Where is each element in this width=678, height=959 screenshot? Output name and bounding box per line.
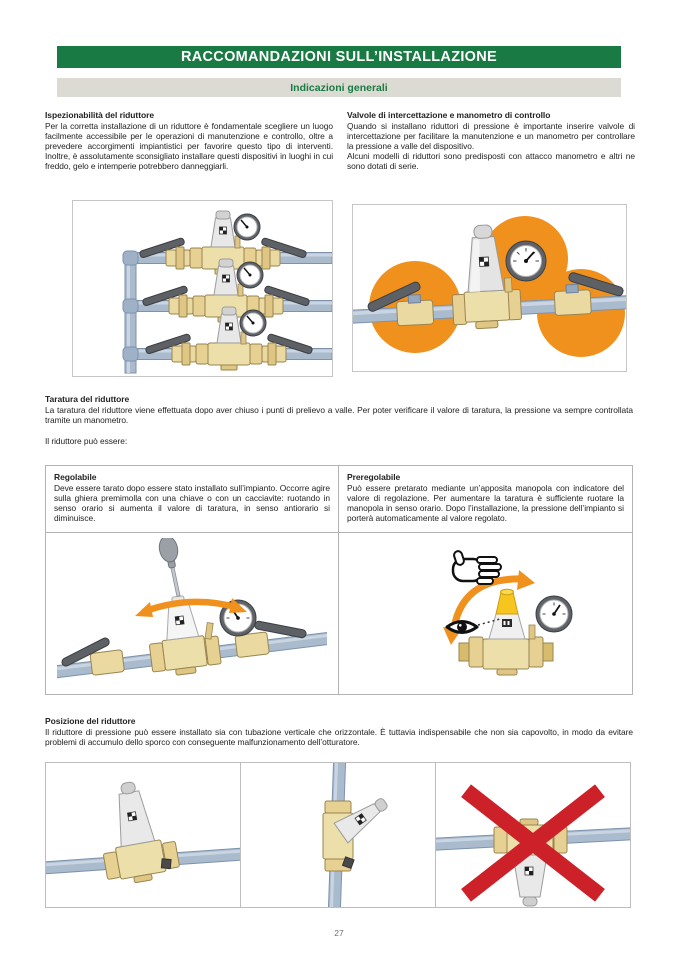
taratura-section [45, 394, 633, 446]
posizione-section [45, 716, 633, 747]
ispezionabilita-heading: Ispezionabilità del riduttore [45, 110, 155, 120]
installation-positions-strip [45, 762, 633, 908]
shutoff-valves-and-gauge-highlighted-illustration [353, 205, 626, 371]
taratura-intro: Il riduttore può essere: [45, 436, 128, 446]
posizione-body: Il riduttore di pressione può essere installato sia con tubazione verticale che orizzontale. È tuttavia indispensabile che non sia capovolto, in modo da evitare problemi di accumulo dello sporco con conseguente malfunzionamento dell’otturatore. [45, 727, 633, 747]
valvole-body1: Quando si installano riduttori di pressione è importante inserire valvole di intercettazione per facilitare la manutenzione e un manometro per controllare la pressione a valle del dispositivo. [347, 121, 635, 151]
three-pressure-reducers-on-manifold-illustration [73, 201, 332, 376]
vertical-installation-panel [240, 762, 436, 908]
brand-checker-logo [127, 812, 136, 821]
brand-checker-logo [479, 257, 488, 266]
taratura-heading: Taratura del riduttore [45, 394, 130, 404]
preregolabile-cell [339, 466, 632, 533]
brand-checker-logo [525, 867, 533, 875]
brand-checker-logo [175, 615, 184, 624]
regolabile-cell [46, 466, 339, 533]
valvole-heading: Valvole di intercettazione e manometro di controllo [347, 110, 551, 120]
upside-down-installation-forbidden-illustration [436, 763, 630, 907]
pressure-reducer [459, 589, 553, 675]
vertical-installation-illustration [241, 763, 435, 907]
posizione-heading: Posizione del riduttore [45, 716, 136, 726]
regolabile-figure-cell [46, 533, 339, 694]
section-header-bar [57, 46, 621, 68]
taratura-body: La taratura del riduttore viene effettuata dopo aver chiuso i punti di prelievo a valle. Per poter verificare il valore di taratura, la pressione va sempre controllata tramite un manometro. [45, 405, 633, 425]
preregolabile-figure-cell [339, 533, 632, 694]
manifold-figure-box [72, 200, 333, 377]
upside-down-forbidden-panel [435, 762, 631, 908]
preset-knob-with-indicator-illustration [371, 539, 601, 689]
preregolabile-heading: Preregolabile [347, 472, 401, 482]
setting-indicator-window [502, 619, 512, 627]
column-ispezionabilita [45, 110, 333, 171]
screwdriver-icon [157, 538, 187, 598]
pressure-gauge-icon [506, 241, 546, 281]
reducer-types-table [45, 465, 633, 695]
pressure-reducer-assembly [145, 307, 313, 370]
pressure-reducer [92, 776, 181, 887]
regolabile-body: Deve essere tarato dopo essere stato installato sull’impianto. Occorre agire sulla ghiera premimolla con una chiave o con un cacciavite: ruotando in senso orario si aumenta il valore di taratura, in senso antiorario si diminuisce. [54, 483, 330, 523]
horizontal-installation-illustration [46, 763, 240, 907]
screwdriver-adjustment-illustration [57, 538, 327, 690]
subsection-bar [57, 78, 621, 97]
pressure-gauge-icon [536, 596, 572, 632]
pressure-reducer [323, 792, 392, 871]
preregolabile-body: Può essere pretarato mediante un’apposita manopola con indicatore del valore di regolazione. Per aumentare la taratura è sufficiente ruotare la manopola in senso orario. Dopo l’installazione, la pressione dell’impianto si porterà automaticamente al valore regolato. [347, 483, 624, 523]
valves-gauge-figure-box [352, 204, 627, 372]
valvole-body2: Alcuni modelli di riduttori sono predisposti con attacco manometro e altri ne sono dotati di serie. [347, 151, 635, 171]
subsection-title: Indicazioni generali [290, 81, 388, 94]
column-valvole [347, 110, 635, 171]
page-number: 27 [334, 928, 344, 938]
page-title: RACCOMANDAZIONI SULL’INSTALLAZIONE [180, 49, 498, 65]
regolabile-heading: Regolabile [54, 472, 97, 482]
ispezionabilita-body: Per la corretta installazione di un riduttore è fondamentale scegliere un luogo facilmente accessibile per le operazioni di manutenzione e controllo, oltre a prevedere accorgimenti impiantistici per favorire questo tipo di interventi. Inoltre, è assolutamente sconsigliato installare questi dispositivi in luoghi in cui freddo, gelo e intemperie potrebbero danneggiarli. [45, 121, 333, 171]
horizontal-installation-panel [45, 762, 241, 908]
